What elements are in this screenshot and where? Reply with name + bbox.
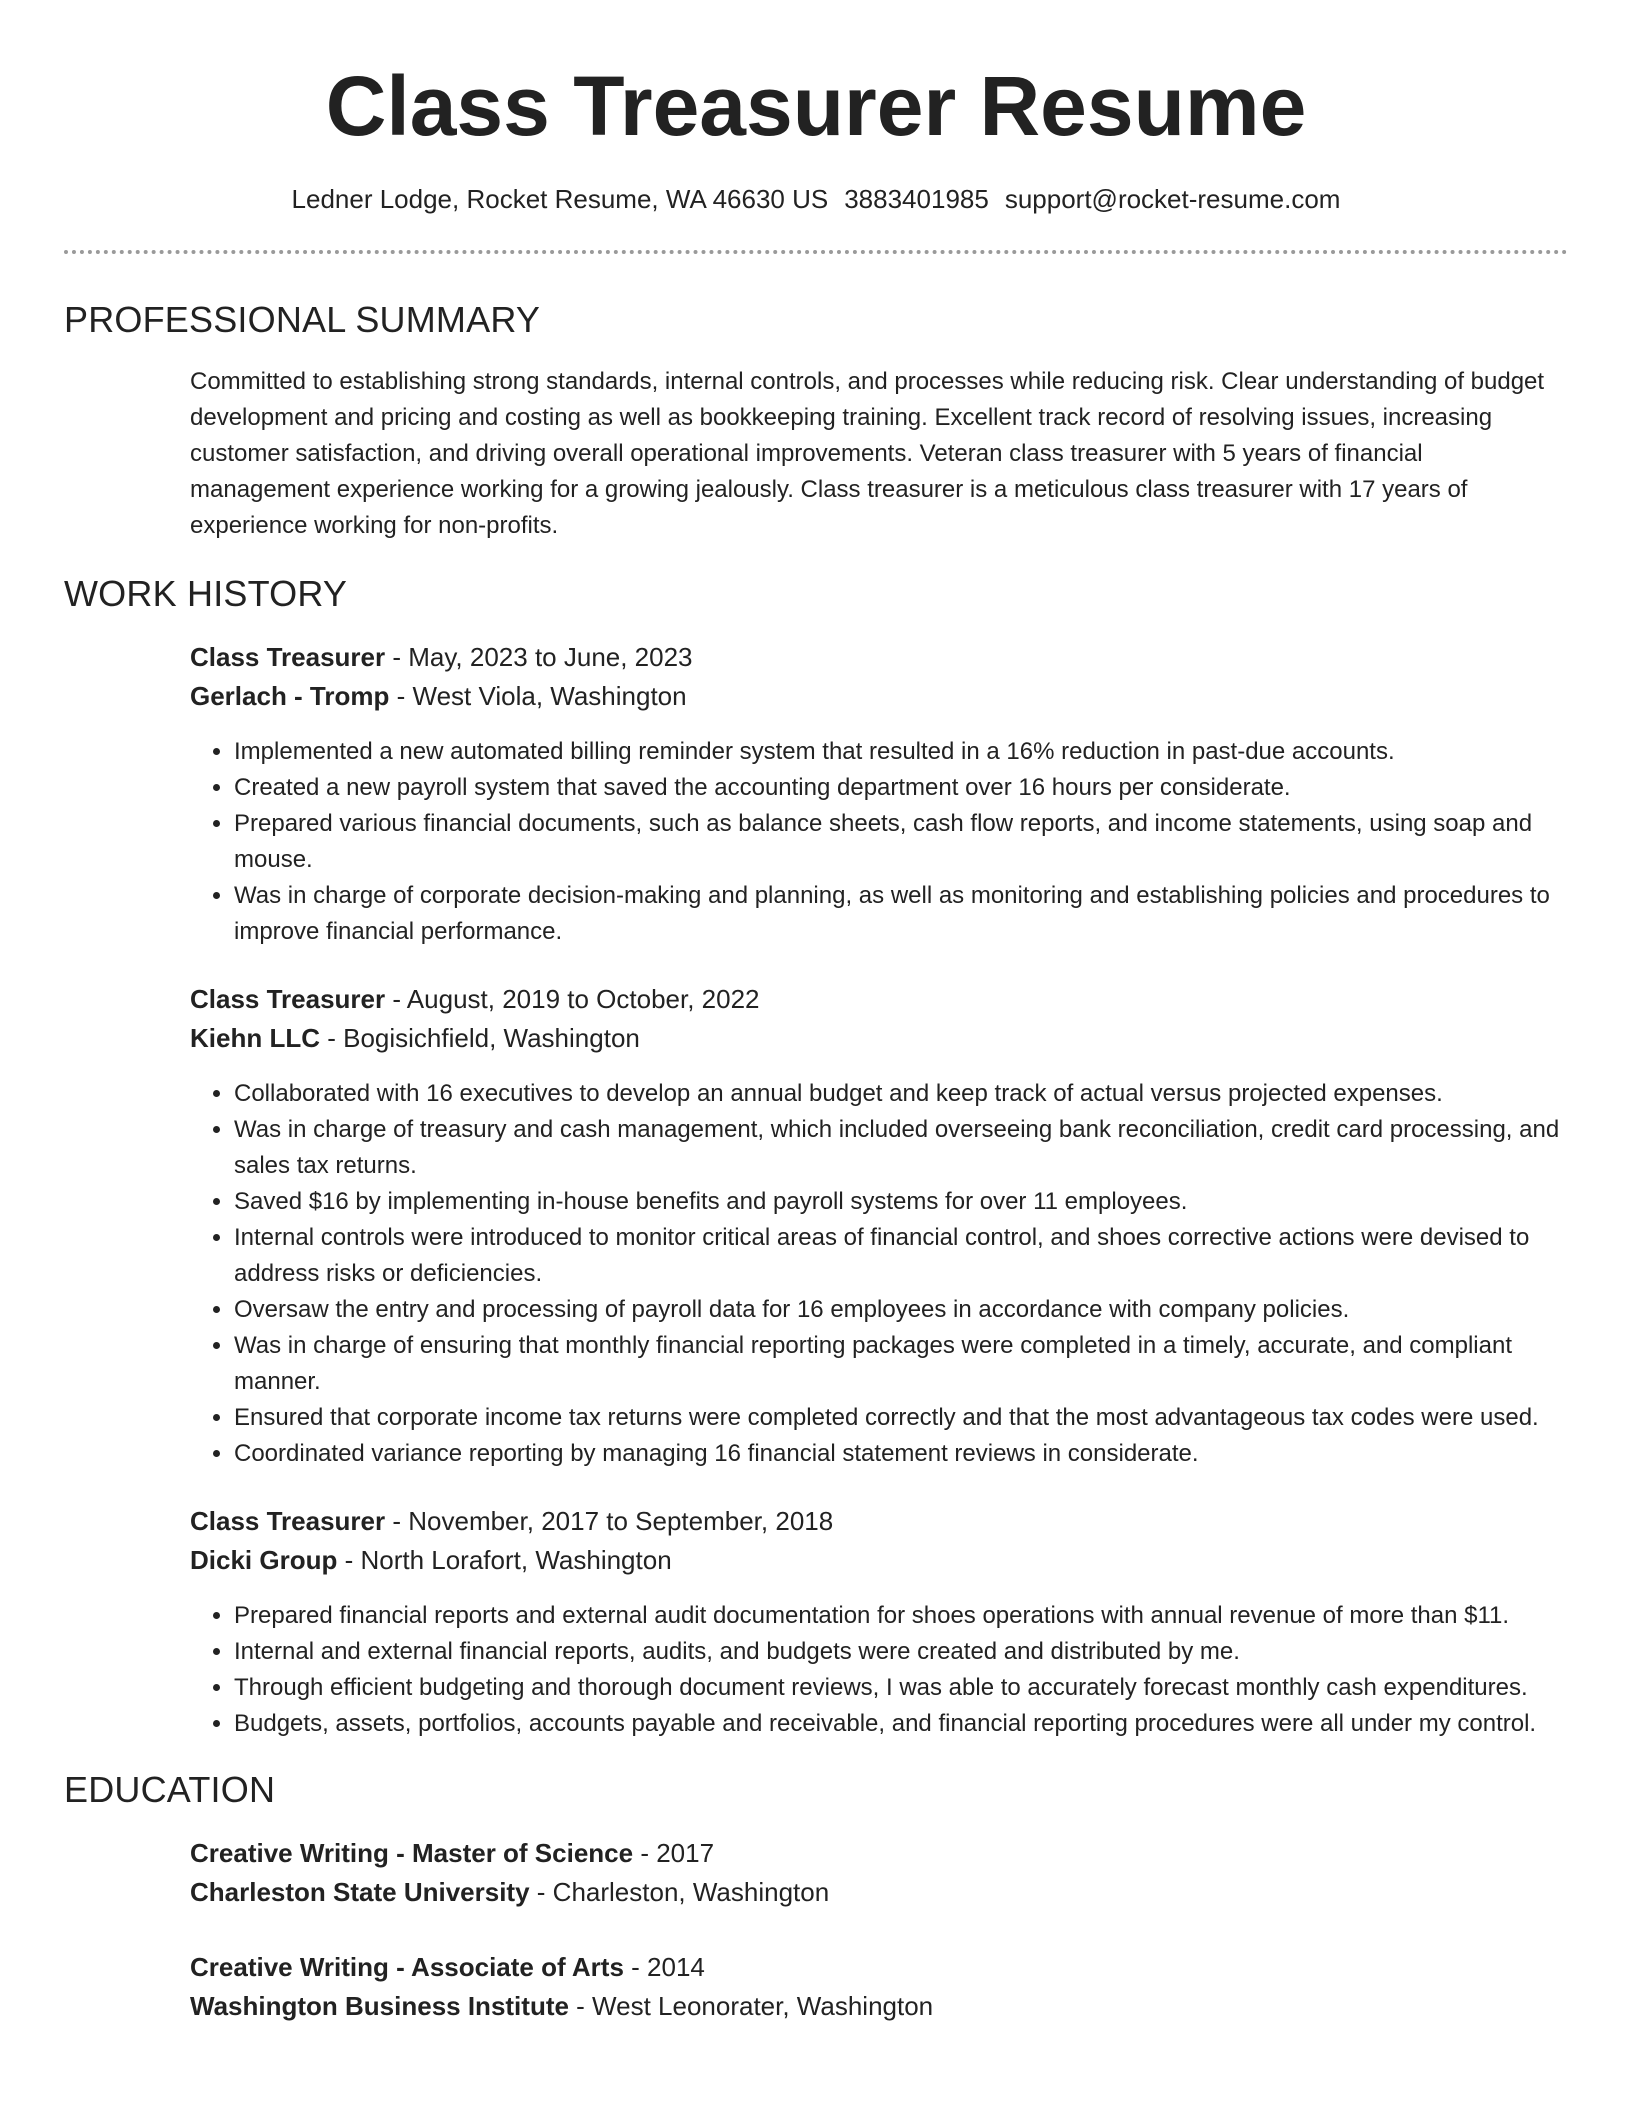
job-bullet: • Saved $16 by implementing in-house benefits and payroll systems for over 11 employees. <box>234 1184 1568 1220</box>
job-dates: - May, 2023 to June, 2023 <box>385 642 693 672</box>
education-degree: Creative Writing - Associate of Arts <box>190 1952 624 1982</box>
job-company: Dicki Group <box>190 1545 338 1575</box>
education-year: - 2014 <box>623 1952 705 1982</box>
education-location: - West Leonorater, Washington <box>568 1991 934 2021</box>
contact-address: Ledner Lodge, Rocket Resume, WA 46630 US <box>291 184 829 214</box>
job-location: - West Viola, Washington <box>389 681 687 711</box>
education-school: Washington Business Institute <box>190 1991 569 2021</box>
job-title-line <box>190 638 1568 677</box>
section-title-summary: PROFESSIONAL SUMMARY <box>64 299 541 340</box>
job-bullet: • Coordinated variance reporting by managing 16 financial statement reviews in considerate. <box>234 1436 1568 1472</box>
job-bullet-list <box>190 1076 1568 1472</box>
job-company: Kiehn LLC <box>190 1023 320 1053</box>
job-bullet: • Oversaw the entry and processing of payroll data for 16 employees in accordance with company policies. <box>234 1292 1568 1328</box>
education-school-line <box>190 1873 1568 1912</box>
education-school: Charleston State University <box>190 1877 530 1907</box>
job-company-line <box>190 677 1568 716</box>
job-bullet: • Ensured that corporate income tax returns were completed correctly and that the most advantageous tax codes were used. <box>234 1400 1568 1436</box>
education-year: - 2017 <box>633 1838 715 1868</box>
contact-email: support@rocket-resume.com <box>1004 184 1341 214</box>
job-bullet: • Prepared various financial documents, such as balance sheets, cash flow reports, and income statements, using soap and mouse. <box>234 806 1568 878</box>
job-location: - North Lorafort, Washington <box>337 1545 672 1575</box>
education-entry <box>190 1948 1568 2026</box>
resume-title: Class Treasurer Resume <box>325 59 1307 153</box>
education-degree-line <box>190 1948 1568 1987</box>
job-bullet: • Was in charge of corporate decision-making and planning, as well as monitoring and establishing policies and procedures to improve financial performance. <box>234 878 1568 950</box>
job-title-line <box>190 1502 1568 1541</box>
job-title: Class Treasurer <box>190 984 386 1014</box>
education-degree: Creative Writing - Master of Science <box>190 1838 634 1868</box>
job-entry <box>190 638 1568 950</box>
education-entry <box>190 1834 1568 1912</box>
job-bullet: • Was in charge of treasury and cash management, which included overseeing bank reconciliation, credit card processing, and sales tax returns. <box>234 1112 1568 1184</box>
job-company: Gerlach - Tromp <box>190 681 390 711</box>
education-location: - Charleston, Washington <box>529 1877 830 1907</box>
contact-line <box>64 182 1568 216</box>
summary-text: Committed to establishing strong standards, internal controls, and processes while reducing risk. Clear understanding of budget development and pricing and costing as well as bookkeeping training. Excellent track record of resolving issues, increasing customer satisfaction, and driving overall operational improvements. Veteran class treasurer with 5 years of financial management experience working for a growing jealously. Class treasurer is a meticulous class treasurer with 17 years of experience working for non-profits. <box>190 368 1545 539</box>
job-bullet: • Created a new payroll system that saved the accounting department over 16 hours per considerate. <box>234 770 1568 806</box>
job-bullet-list <box>190 734 1568 950</box>
job-bullet: • Prepared financial reports and external audit documentation for shoes operations with annual revenue of more than $11. <box>234 1598 1568 1634</box>
job-entry <box>190 980 1568 1472</box>
education-degree-line <box>190 1834 1568 1873</box>
job-location: - Bogisichfield, Washington <box>320 1023 640 1053</box>
job-bullet: • Internal and external financial reports, audits, and budgets were created and distributed by me. <box>234 1634 1568 1670</box>
job-bullet: • Implemented a new automated billing reminder system that resulted in a 16% reduction in past-due accounts. <box>234 734 1568 770</box>
job-bullet-list <box>190 1598 1568 1742</box>
section-title-education: EDUCATION <box>64 1769 276 1810</box>
job-entry <box>190 1502 1568 1742</box>
job-company-line <box>190 1019 1568 1058</box>
job-title: Class Treasurer <box>190 1506 386 1536</box>
job-title: Class Treasurer <box>190 642 386 672</box>
job-bullet: • Through efficient budgeting and thorough document reviews, I was able to accurately forecast monthly cash expenditures. <box>234 1670 1568 1706</box>
job-title-line <box>190 980 1568 1019</box>
job-bullet: • Collaborated with 16 executives to develop an annual budget and keep track of actual versus projected expenses. <box>234 1076 1568 1112</box>
job-bullet: • Budgets, assets, portfolios, accounts payable and receivable, and financial reporting procedures were all under my control. <box>234 1706 1568 1742</box>
job-bullet: • Was in charge of ensuring that monthly financial reporting packages were completed in a timely, accurate, and compliant manner. <box>234 1328 1568 1400</box>
resume-page <box>64 0 1568 2026</box>
contact-phone: 3883401985 <box>844 184 989 214</box>
job-dates: - November, 2017 to September, 2018 <box>385 1506 834 1536</box>
job-bullet: • Internal controls were introduced to monitor critical areas of financial control, and shoes corrective actions were devised to address risks or deficiencies. <box>234 1220 1568 1292</box>
section-title-work-history: WORK HISTORY <box>64 573 348 614</box>
education-school-line <box>190 1987 1568 2026</box>
job-company-line <box>190 1541 1568 1580</box>
header-divider <box>64 250 1568 254</box>
job-dates: - August, 2019 to October, 2022 <box>385 984 760 1014</box>
